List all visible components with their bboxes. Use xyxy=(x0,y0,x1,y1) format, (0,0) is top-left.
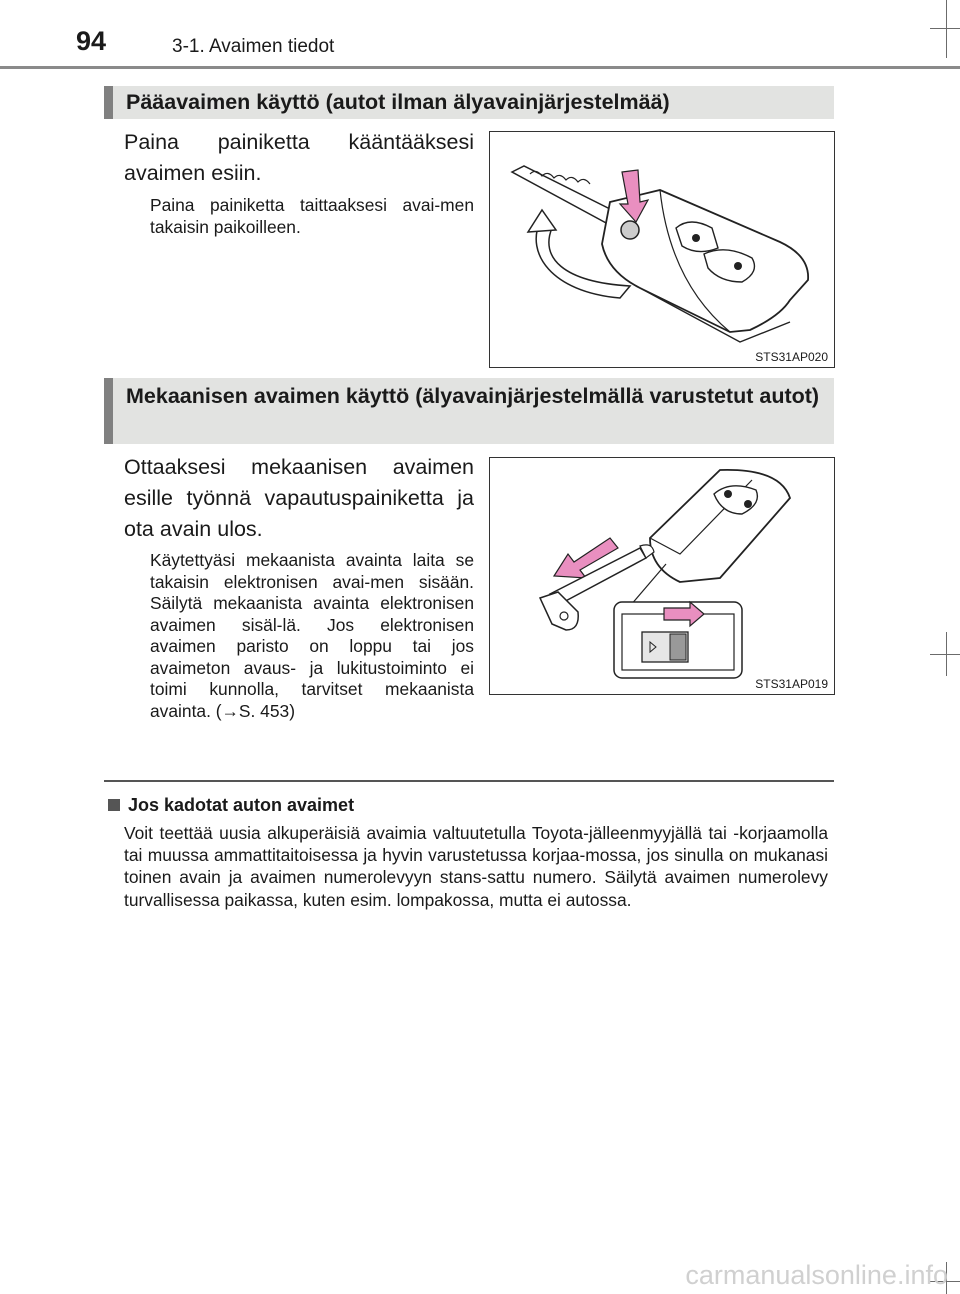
page-number: 94 xyxy=(76,26,107,56)
flip-key-illustration xyxy=(490,132,833,366)
smart-key-body xyxy=(650,470,790,582)
figure-main-key xyxy=(489,131,835,368)
smart-key-illustration xyxy=(490,458,833,693)
figure-code: STS31AP019 xyxy=(755,677,828,691)
subheading-lost-keys xyxy=(108,795,354,816)
header-rule xyxy=(0,66,960,69)
key-blade xyxy=(512,166,620,224)
section-title: Pääavaimen käyttö (autot ilman älyavainjärjestelmää) xyxy=(126,90,670,114)
watermark: carmanualsonline.info xyxy=(685,1260,948,1290)
crop-mark-top-right-v xyxy=(946,0,947,58)
section-divider xyxy=(104,780,834,782)
section-title: Mekaanisen avaimen käyttö (älyavainjärjestelmällä varustetut autot) xyxy=(126,384,820,408)
running-head: 3-1. Avaimen tiedot xyxy=(172,36,335,57)
rotation-arrow-head xyxy=(528,210,556,232)
section-heading-mechanical-key xyxy=(104,378,834,444)
section-tab xyxy=(104,86,113,119)
crop-mark-middle-right-v xyxy=(946,632,947,676)
figure-code: STS31AP020 xyxy=(755,350,828,364)
release-button xyxy=(621,221,639,239)
crop-mark-top-right-h xyxy=(930,28,960,29)
figure-mechanical-key xyxy=(489,457,835,695)
instruction-main-key: Paina painiketta kääntääksesi avaimen esiin. xyxy=(124,130,474,185)
section-heading-main-key xyxy=(104,86,834,119)
note-mechanical-key: Käytettyäsi mekaanista avainta laita se takaisin elektronisen avai-men sisään. Säilytä mekaanista avainta elektronisen avaimen sisäl-lä. Jos elektronisen avaimen paristo on loppu tai jos avaimeton avaus- ja lukitustoiminto ei toimi kunnolla, tarvitset mekaanista avainta. (→S. 453) xyxy=(150,550,474,721)
subheading-text: Jos kadotat auton avaimet xyxy=(128,795,355,815)
crop-mark-middle-right-h xyxy=(930,654,960,655)
square-bullet-icon xyxy=(108,799,120,811)
instruction-mechanical-key: Ottaaksesi mekaanisen avaimen esille työnnä vapautuspainiketta ja ota avain ulos. xyxy=(124,455,474,541)
note-main-key: Paina painiketta taittaaksesi avai-men takaisin paikoilleen. xyxy=(150,195,474,237)
section-tab xyxy=(104,378,113,444)
lost-keys-text: Voit teettää uusia alkuperäisiä avaimia valtuutetulla Toyota-jälleenmyyjällä tai -korjaamolla tai muussa ammattitaitoisessa ja hyvin varustetussa korjaa-mossa, jos sinulla on mukanasi toinen avain ja avaimen numerolevyyn stans-sattu numero. Säilytä avaimen numerolevy turvallisessa paikassa, kuten esim. lompakossa, mutta ei autossa. xyxy=(124,823,828,910)
